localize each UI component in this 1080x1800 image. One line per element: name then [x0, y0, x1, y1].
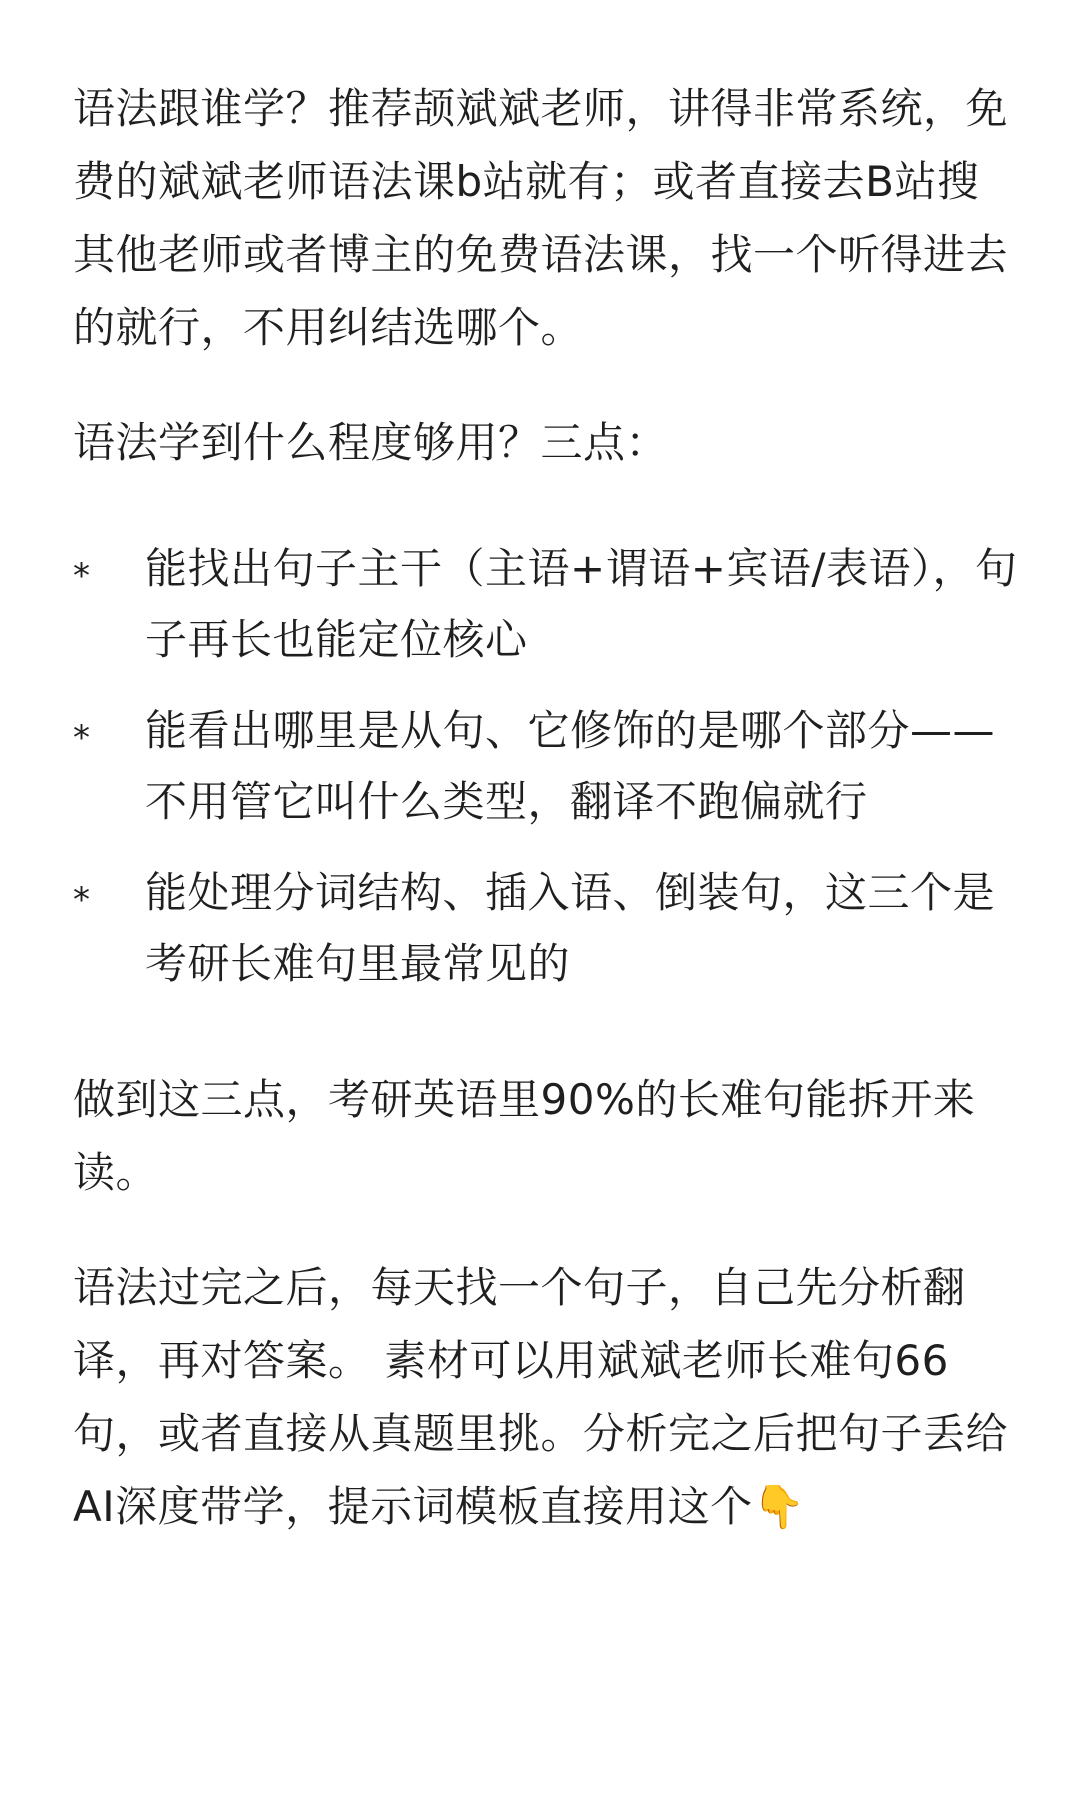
list-item [73, 695, 1018, 837]
list-item [73, 857, 1018, 999]
paragraph-ninety-percent: 做到这三点，考研英语里90%的长难句能拆开来读。 [73, 1075, 976, 1197]
list-item-text: 能处理分词结构、插入语、倒装句，这三个是考研长难句里最常见的 [145, 868, 996, 988]
grammar-points-list [73, 533, 1018, 999]
bullet-asterisk-icon: * [73, 718, 91, 758]
article-body [73, 72, 1018, 1585]
paragraph-daily-practice: 语法过完之后，每天找一个句子，自己先分析翻译，再对答案。 素材可以用斌斌老师长难句66句，或者直接从真题里挑。分析完之后把句子丢给AI深度带学，提示词模板直接用这个👇 [73, 1263, 1009, 1531]
list-item-text: 能看出哪里是从句、它修饰的是哪个部分——不用管它叫什么类型，翻译不跑偏就行 [145, 706, 996, 826]
list-item-text: 能找出句子主干（主语+谓语+宾语/表语），句子再长也能定位核心 [145, 544, 1018, 664]
bullet-asterisk-icon: * [73, 556, 91, 596]
bullet-asterisk-icon: * [73, 880, 91, 920]
paragraph-grammar-level-question: 语法学到什么程度够用？三点： [73, 418, 669, 467]
list-item [73, 533, 1018, 675]
paragraph-grammar-teacher: 语法跟谁学？推荐颉斌斌老师，讲得非常系统，免费的斌斌老师语法课b站就有；或者直接去B站搜其他老师或者博主的免费语法课，找一个听得进去的就行，不用纠结选哪个。 [73, 84, 1009, 352]
